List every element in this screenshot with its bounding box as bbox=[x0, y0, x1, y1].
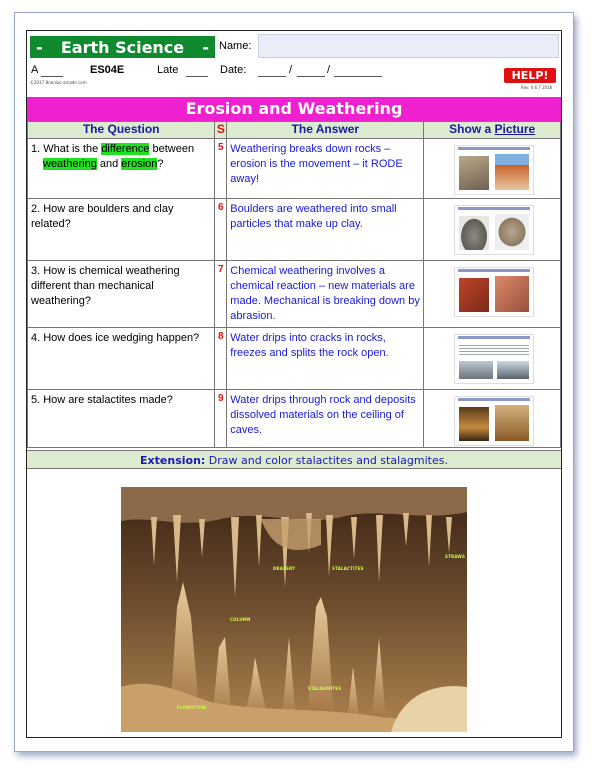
highlight-term: weathering bbox=[43, 158, 97, 170]
picture-cell bbox=[424, 139, 561, 199]
picture-cell bbox=[424, 328, 561, 390]
table-header-row bbox=[28, 122, 561, 139]
date-day-blank[interactable] bbox=[297, 76, 325, 77]
late-label: Late bbox=[157, 64, 179, 76]
thumbnail-caption bbox=[458, 207, 530, 210]
version-text: Rev. 4.6.7 2016 bbox=[521, 85, 553, 90]
table-row bbox=[28, 199, 561, 261]
cave-image bbox=[459, 407, 489, 441]
cave-label-drapery: DRAPERY bbox=[273, 566, 296, 571]
slide-number: 5 bbox=[215, 139, 227, 199]
clay-image bbox=[495, 214, 529, 250]
slide-thumbnail[interactable] bbox=[454, 267, 534, 317]
question-text: between bbox=[149, 143, 195, 155]
question-text: ? bbox=[157, 158, 164, 170]
table-row bbox=[28, 328, 561, 390]
answer-column-header: The Answer bbox=[227, 122, 424, 139]
worksheet-header bbox=[27, 31, 561, 97]
question-cell bbox=[28, 139, 215, 199]
thumbnail-caption bbox=[458, 269, 530, 272]
question-cell: 3. How is chemical weathering different than mechanical weathering? bbox=[28, 261, 215, 328]
cave-label-column: COLUMN bbox=[230, 617, 251, 622]
name-label: Name: bbox=[219, 40, 252, 52]
slide-thumbnail[interactable] bbox=[454, 145, 534, 195]
answer-cell: Water drips through rock and deposits dissolved materials on the ceiling of caves. bbox=[227, 390, 424, 448]
cracked-road-image bbox=[497, 361, 529, 379]
name-field[interactable] bbox=[258, 34, 559, 58]
a-label: A bbox=[31, 64, 39, 76]
worksheet-page bbox=[14, 12, 574, 752]
picture-header-prefix: Show a bbox=[449, 122, 492, 136]
s-column-header: S bbox=[215, 122, 227, 139]
late-blank[interactable] bbox=[186, 76, 208, 77]
question-text: 1. What is the bbox=[31, 143, 102, 155]
worksheet-sheet bbox=[26, 30, 562, 738]
picture-cell bbox=[424, 199, 561, 261]
highlight-term: difference bbox=[101, 143, 150, 155]
page-title: Erosion and Weathering bbox=[27, 97, 561, 121]
extension-text: Draw and color stalactites and stalagmites. bbox=[208, 454, 448, 467]
thumbnail-caption bbox=[458, 147, 530, 150]
badge-dash-left: - bbox=[36, 37, 43, 57]
picture-cell bbox=[424, 390, 561, 448]
date-year-blank[interactable] bbox=[334, 76, 382, 77]
cave-label-flowstone: FLOWSTONE bbox=[177, 705, 207, 710]
abraded-rock-image bbox=[495, 276, 529, 312]
question-cell: 4. How does ice wedging happen? bbox=[28, 328, 215, 390]
slide-number: 7 bbox=[215, 261, 227, 328]
subject-title: Earth Science bbox=[60, 37, 185, 57]
question-text: and bbox=[96, 158, 122, 170]
answer-cell: Boulders are weathered into small particles that make up clay. bbox=[227, 199, 424, 261]
eroded-cliff-image bbox=[495, 154, 529, 190]
date-separator: / bbox=[327, 64, 331, 76]
slide-number: 6 bbox=[215, 199, 227, 261]
answer-cell: Water drips into cracks in rocks, freezes and splits the rock open. bbox=[227, 328, 424, 390]
table-row bbox=[28, 261, 561, 328]
extension-bar bbox=[27, 450, 561, 469]
slide-thumbnail[interactable] bbox=[454, 205, 534, 255]
question-column-header: The Question bbox=[28, 122, 215, 139]
subject-badge bbox=[30, 36, 215, 58]
extension-label: Extension: bbox=[140, 454, 206, 467]
answer-cell: Weathering breaks down rocks – erosion is the movement – it RODE away! bbox=[227, 139, 424, 199]
a-blank[interactable] bbox=[41, 76, 63, 77]
table-row bbox=[28, 139, 561, 199]
date-label: Date: bbox=[220, 64, 247, 76]
thumbnail-caption bbox=[458, 336, 530, 339]
cave-photo bbox=[121, 487, 467, 732]
diagram-text-lines bbox=[459, 343, 529, 355]
highlight-term: erosion bbox=[121, 158, 158, 170]
slide-thumbnail[interactable] bbox=[454, 334, 534, 384]
picture-cell bbox=[424, 261, 561, 328]
stalactite-image bbox=[495, 405, 529, 441]
question-table bbox=[27, 121, 561, 448]
slide-number: 8 bbox=[215, 328, 227, 390]
question-cell: 5. How are stalactites made? bbox=[28, 390, 215, 448]
cave-label-stalactites: STALACTITES bbox=[332, 566, 364, 571]
table-row bbox=[28, 390, 561, 448]
slide-number: 9 bbox=[215, 390, 227, 448]
slide-thumbnail[interactable] bbox=[454, 396, 534, 446]
cave-label-stalagmites: STALAGMITES bbox=[308, 686, 342, 691]
picture-column-header bbox=[424, 122, 561, 139]
question-cell: 2. How are boulders and clay related? bbox=[28, 199, 215, 261]
worksheet-code: ES04E bbox=[90, 64, 125, 76]
thumbnail-caption bbox=[458, 398, 530, 401]
car-image bbox=[459, 361, 493, 379]
date-month-blank[interactable] bbox=[258, 76, 286, 77]
help-button[interactable]: HELP! bbox=[504, 68, 556, 83]
answer-cell: Chemical weathering involves a chemical reaction – new materials are made. Mechanical is breaking down by abrasion. bbox=[227, 261, 424, 328]
cave-label-straws: STRAWS bbox=[445, 554, 466, 559]
picture-link[interactable]: Picture bbox=[494, 122, 536, 136]
badge-dash-right: - bbox=[202, 37, 209, 57]
weathered-rock-image bbox=[459, 156, 489, 190]
boulder-image bbox=[459, 216, 489, 250]
date-separator: / bbox=[289, 64, 293, 76]
copyright-text: ©2017 Brainiac-arcade.com bbox=[30, 80, 87, 85]
rusted-rock-image bbox=[459, 278, 489, 312]
